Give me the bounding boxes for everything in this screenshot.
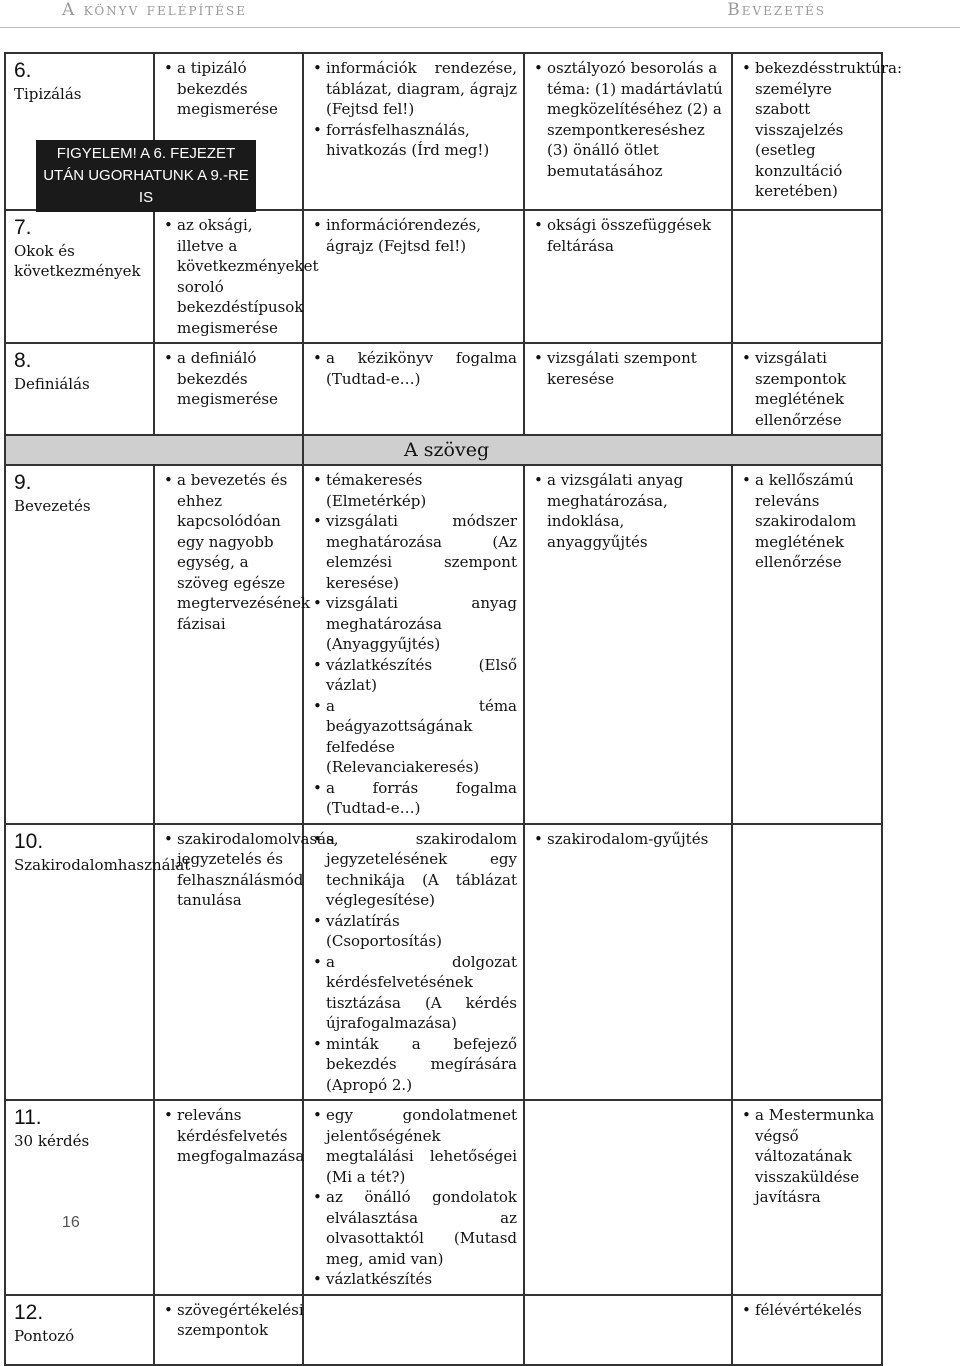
chapter-cell — [5, 465, 154, 824]
chapter-number: 6. — [14, 59, 32, 82]
bullet-list — [312, 1105, 517, 1290]
bullet-item: • oksági összefüggések feltárása — [533, 215, 725, 256]
goal-cell — [154, 1100, 303, 1295]
bullet-item: • vizsgálati anyag meghatározása (Anyaggyűjtés) — [312, 593, 517, 655]
bullet-list — [741, 58, 903, 202]
chapter-number: 12. — [14, 1300, 44, 1324]
running-header-left: A könyv felépítése — [62, 0, 248, 20]
bullet-item: • információrendezés, ágrajz (Fejtsd fel!) — [312, 215, 517, 256]
bullet-list — [163, 215, 319, 338]
bullet-list — [533, 348, 725, 389]
bullet-item: • a definiáló bekezdés megismerése — [163, 348, 296, 410]
bullet-item: • vázlatírás (Csoportosítás) — [312, 911, 517, 952]
goal-cell — [154, 465, 311, 824]
bullet-list — [163, 1300, 304, 1341]
bullet-item: • információk rendezése, táblázat, diagram, ágrajz (Fejtsd fel!) — [312, 58, 517, 120]
bullet-item: • minták a befejező bekezdés megírására (Apropó 2.) — [312, 1034, 517, 1096]
bullet-list — [163, 1105, 305, 1167]
bullet-list — [533, 829, 725, 850]
bullet-item: • a kellőszámú releváns szakirodalom meglétének ellenőrzése — [741, 470, 875, 573]
feedback-cell — [732, 210, 882, 343]
method-cell — [303, 1295, 524, 1365]
method-cell — [303, 1100, 524, 1295]
goal-cell — [154, 210, 319, 343]
bullet-item: • félévértékelés — [741, 1300, 875, 1321]
bullet-list — [312, 470, 517, 819]
method-cell — [303, 210, 524, 343]
bullet-list — [312, 348, 517, 389]
bullet-list — [163, 58, 296, 120]
bullet-list — [533, 470, 725, 552]
bullet-list — [312, 58, 517, 161]
bullet-list — [741, 1105, 875, 1208]
feedback-cell — [732, 1295, 882, 1365]
bullet-item: • a Mestermunka végső változatának visszaküldése javításra — [741, 1105, 875, 1208]
task-cell — [524, 824, 732, 1101]
chapter-name: Definiálás — [14, 375, 90, 393]
bullet-item: • a bevezetés és ehhez kapcsolódóan egy nagyobb egység, a szöveg egésze megtervezésének fázisai — [163, 470, 296, 634]
chapter-cell — [5, 210, 154, 343]
method-cell — [303, 824, 524, 1101]
bullet-item: • témakeresés (Elmetérkép) — [312, 470, 517, 511]
chapter-number: 8. — [14, 349, 32, 372]
table-row — [5, 1295, 882, 1365]
bullet-list — [741, 348, 875, 430]
bullet-item: • a vizsgálati anyag meghatározása, indoklása, anyaggyűjtés — [533, 470, 725, 552]
goal-cell — [154, 824, 339, 1101]
bullet-item: • forrásfelhasználás, hivatkozás (Írd meg!) — [312, 120, 517, 161]
bullet-list — [533, 215, 725, 256]
table-row — [5, 343, 882, 435]
bullet-list — [163, 829, 339, 911]
chapter-name: Bevezetés — [14, 497, 91, 515]
chapter-cell — [5, 1100, 154, 1295]
table-row — [5, 1100, 882, 1295]
header-rule — [0, 27, 960, 28]
chapter-number: 7. — [14, 216, 32, 239]
chapter-name: Pontozó — [14, 1326, 75, 1345]
bullet-item: • a forrás fogalma (Tudtad-e…) — [312, 778, 517, 819]
chapter-cell — [5, 1295, 154, 1365]
task-cell — [524, 1295, 732, 1365]
table-row — [5, 824, 882, 1101]
task-cell — [524, 465, 732, 824]
book-structure-table — [4, 52, 903, 1366]
method-cell — [303, 465, 524, 824]
task-cell — [524, 1100, 732, 1295]
task-cell — [524, 210, 732, 343]
bullet-item: • a szakirodalom jegyzetelésének egy technikája (A táblázat véglegesítése) — [312, 829, 517, 911]
chapter-name: Tipizálás — [14, 85, 82, 103]
bullet-item: • vizsgálati szempontok meglétének ellenőrzése — [741, 348, 875, 430]
bullet-item: • vázlatkészítés (Első vázlat) — [312, 655, 517, 696]
goal-cell — [154, 343, 303, 435]
chapter-cell — [5, 824, 191, 1101]
running-header-right: Bevezetés — [727, 0, 826, 20]
bullet-item: • a kézikönyv fogalma (Tudtad-e…) — [312, 348, 517, 389]
bullet-item: • szakirodalomolvasás, jegyzetelés és felhasználásmód tanulása — [163, 829, 296, 911]
chapter-number: 9. — [14, 471, 32, 494]
bullet-list — [312, 829, 517, 1096]
table-row — [5, 210, 882, 343]
task-cell — [524, 343, 732, 435]
bullet-item: • szakirodalom-gyűjtés — [533, 829, 725, 850]
feedback-cell — [732, 343, 882, 435]
bullet-item: • a téma beágyazottságának felfedése (Relevanciakeresés) — [312, 696, 517, 778]
bullet-item: • releváns kérdésfelvetés megfogalmazása — [163, 1105, 296, 1167]
bullet-item: • vizsgálati módszer meghatározása (Az elemzési szempont keresése) — [312, 511, 517, 593]
bullet-item: • bekezdésstruktúra: személyre szabott visszajelzés (esetleg konzultáció keretében) — [741, 58, 875, 202]
chapter-name: 30 kérdés — [14, 1132, 90, 1150]
feedback-cell — [732, 465, 882, 824]
method-cell — [303, 343, 524, 435]
bullet-item: • szövegértékelési szempontok — [163, 1300, 296, 1341]
table-row — [5, 53, 882, 210]
bullet-list — [163, 470, 311, 634]
bullet-list — [163, 348, 296, 410]
method-cell — [303, 53, 524, 210]
feedback-cell — [732, 824, 882, 1101]
bullet-item: • az önálló gondolatok elválasztása az olvasottaktól (Mutasd meg, amid van) — [312, 1187, 517, 1269]
chapter-number: 11. — [14, 1106, 42, 1129]
chapter-cell — [5, 343, 154, 435]
bullet-item: • az oksági, illetve a következményeket soroló bekezdéstípusok megismerése — [163, 215, 296, 338]
chapter-name: Szakirodalomhasználat — [14, 855, 191, 874]
bullet-list — [533, 58, 725, 181]
band-empty-cell — [5, 435, 303, 465]
bullet-item: • osztályozó besorolás a téma: (1) madártávlatú megközelítéséhez (2) a szempontkereséshez (3) önálló ötlet bemutatásához — [533, 58, 725, 181]
chapter-number: 10. — [14, 829, 44, 853]
bullet-item: • a dolgozat kérdésfelvetésének tisztázása (A kérdés újrafogalmazása) — [312, 952, 517, 1034]
bullet-item: • vázlatkészítés — [312, 1269, 517, 1290]
bullet-item: • vizsgálati szempont keresése — [533, 348, 725, 389]
notice-box: FIGYELEM! A 6. FEJEZET UTÁN UGORHATUNK A 9.-RE IS — [36, 140, 256, 212]
table-row — [5, 465, 882, 824]
task-cell — [524, 53, 732, 210]
bullet-item: • egy gondolatmenet jelentőségének megtalálási lehetőségei (Mi a tét?) — [312, 1105, 517, 1187]
bullet-list — [741, 1300, 875, 1321]
section-band: A szöveg — [303, 435, 882, 465]
feedback-cell — [732, 53, 903, 210]
bullet-list — [741, 470, 875, 573]
page-number: 16 — [62, 1214, 80, 1231]
goal-cell — [154, 1295, 303, 1365]
chapter-name: Okok és következmények — [14, 242, 141, 280]
bullet-list — [312, 215, 517, 256]
bullet-item: • a tipizáló bekezdés megismerése — [163, 58, 296, 120]
feedback-cell — [732, 1100, 882, 1295]
